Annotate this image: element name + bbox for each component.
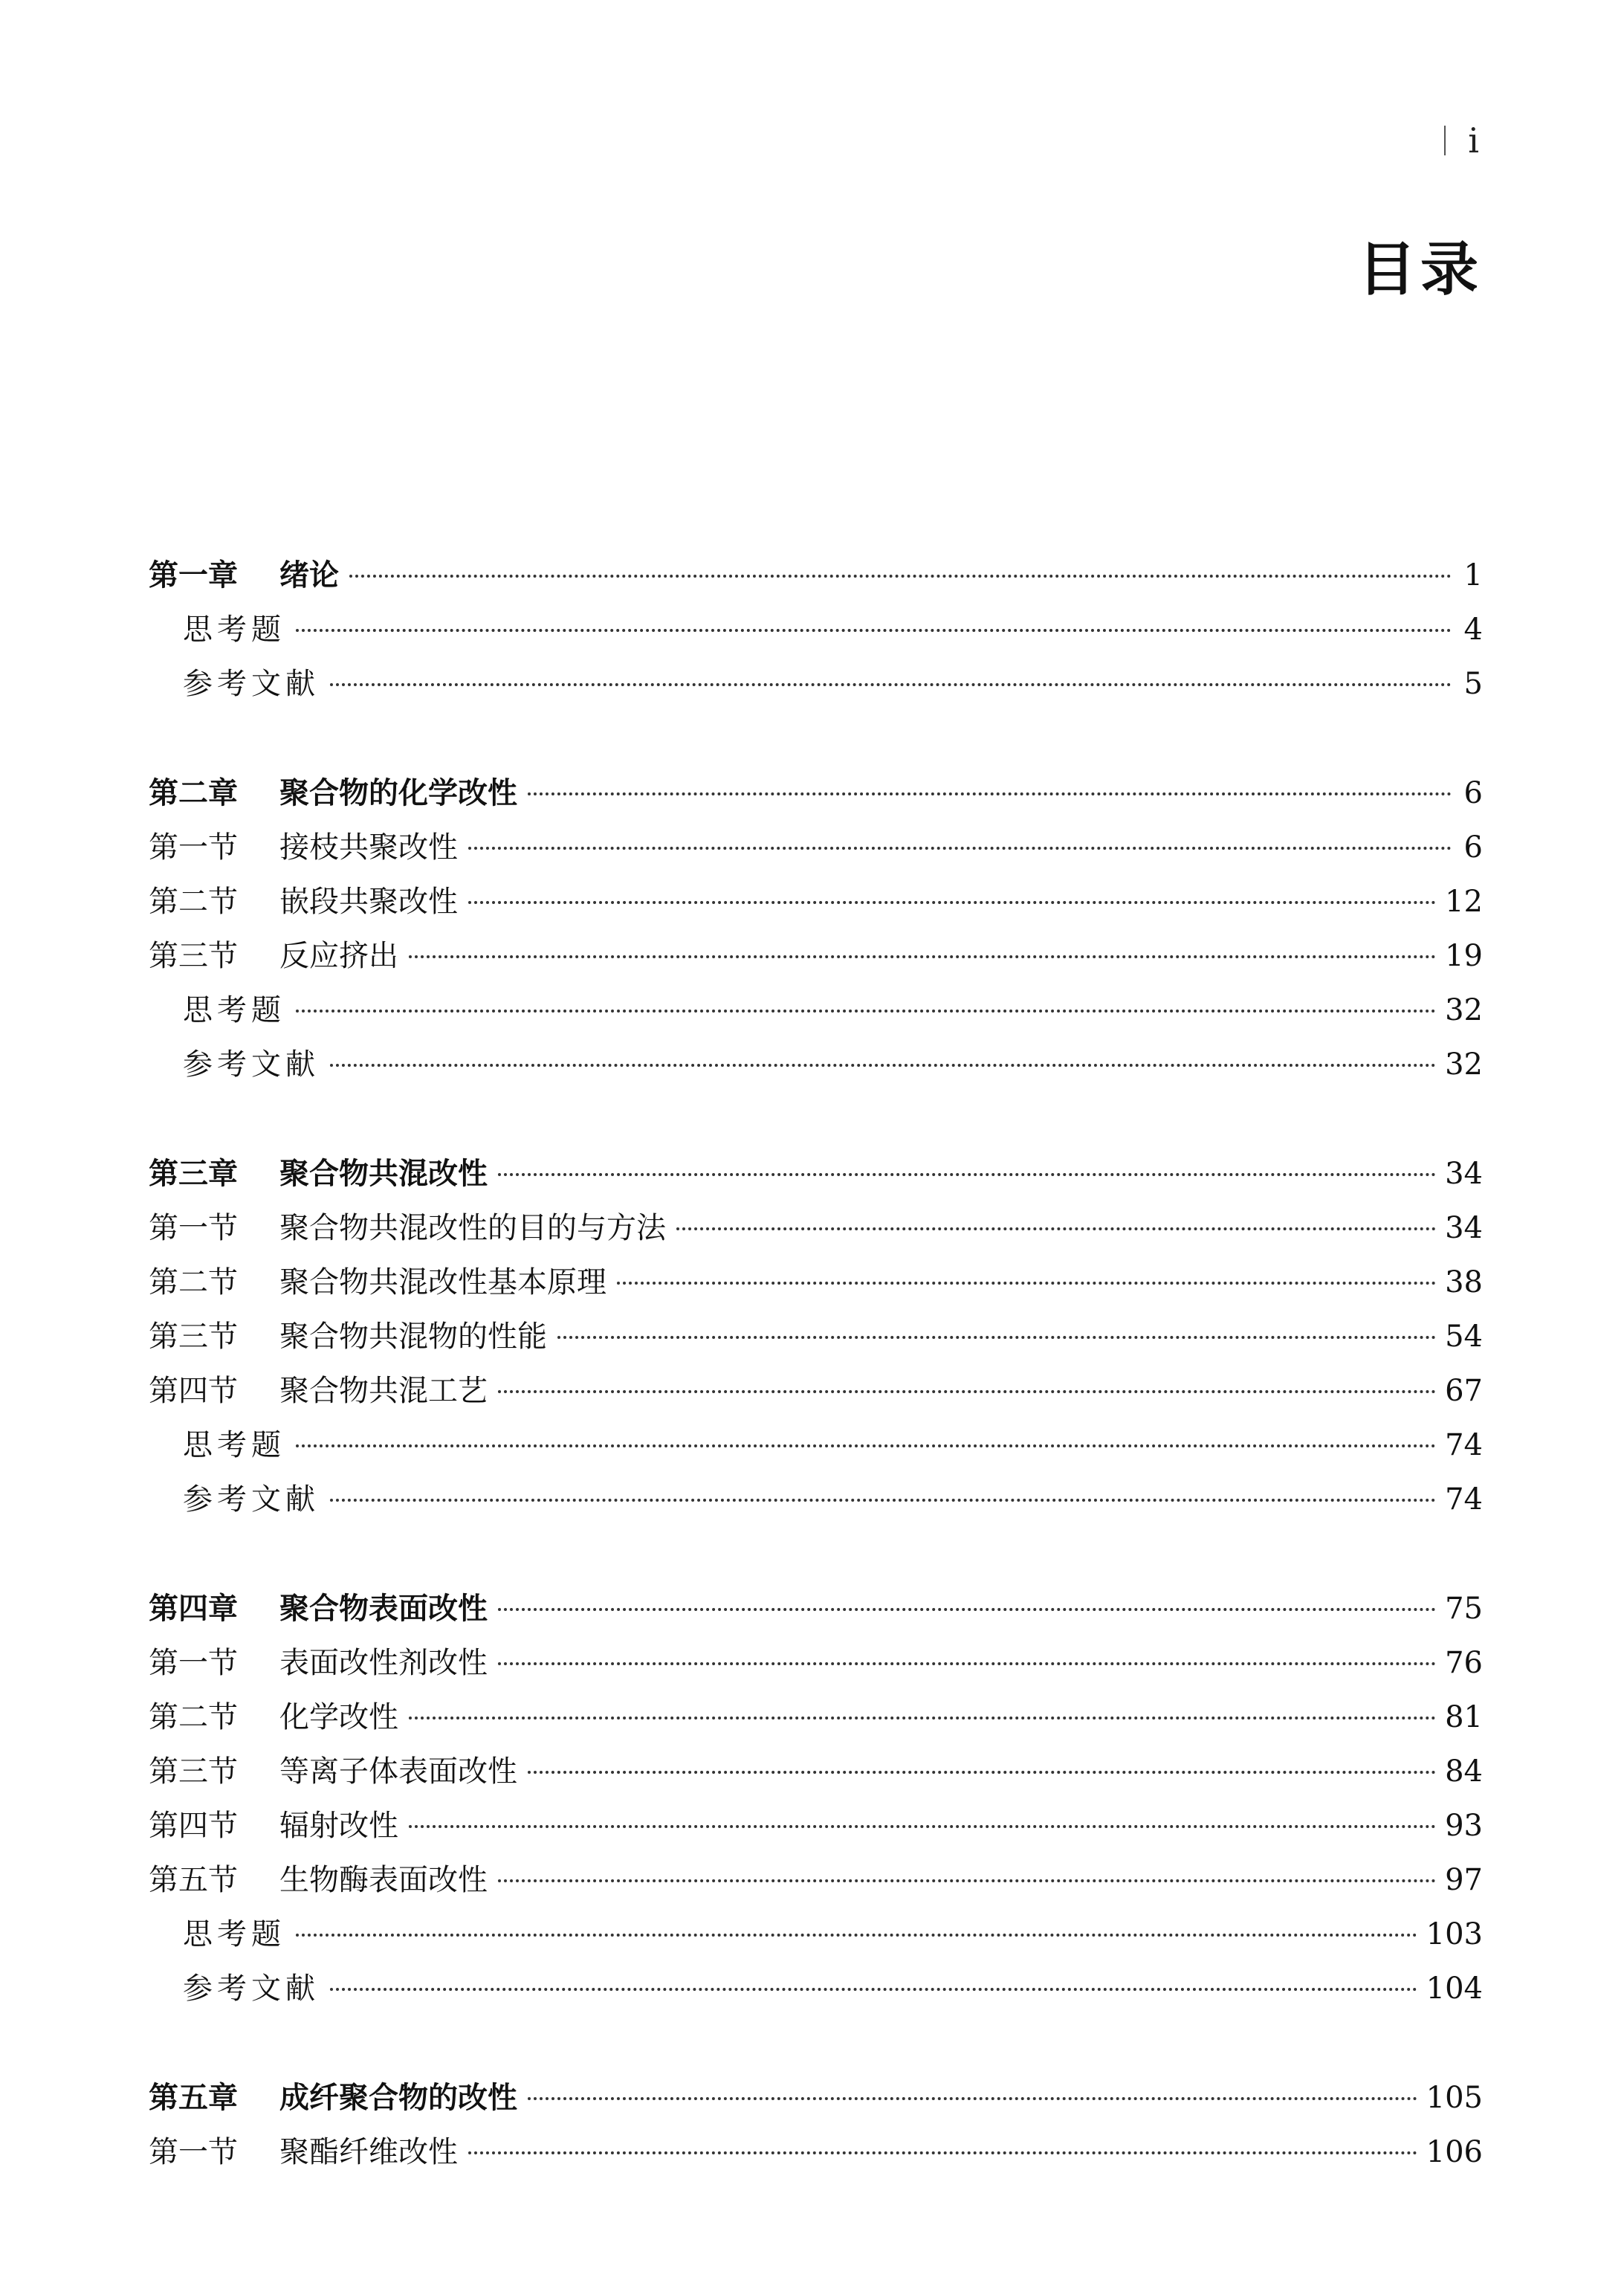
toc-entry-chapter[interactable] (149, 1582, 1483, 1636)
toc-entry-aux[interactable] (149, 657, 1483, 711)
toc-entry-page: 67 (1445, 1374, 1483, 1408)
dot-leader (296, 629, 1452, 632)
toc-entry-section[interactable] (149, 1310, 1483, 1364)
toc-entry-label (149, 1636, 488, 1691)
dot-leader (409, 1825, 1436, 1828)
toc-entry-label (149, 875, 458, 929)
toc-entry-label (149, 1038, 320, 1092)
toc-entry-section[interactable] (149, 875, 1483, 929)
dot-leader (296, 1010, 1436, 1013)
toc-entry-label (149, 929, 398, 984)
toc-entry-page: 1 (1463, 558, 1483, 592)
dot-leader (528, 2097, 1417, 2100)
toc-entry-aux[interactable] (149, 603, 1483, 657)
toc-entry-page: 105 (1426, 2081, 1483, 2115)
toc-entry-number: 第二节 (149, 1700, 238, 1734)
toc-entry-aux[interactable] (149, 1473, 1483, 1527)
toc-entry-page: 19 (1445, 939, 1483, 973)
toc-entry-page: 74 (1445, 1428, 1483, 1462)
toc-entry-title: 聚合物共混改性基本原理 (279, 1265, 606, 1299)
toc-entry-label (149, 1364, 488, 1418)
dot-leader (409, 955, 1436, 958)
toc-entry-page: 5 (1463, 667, 1483, 701)
toc-entry-number: 第三节 (149, 1754, 238, 1789)
toc-entry-title: 聚合物共混物的性能 (279, 1320, 547, 1354)
toc-entry-page: 103 (1426, 1917, 1483, 1951)
dot-leader (330, 1064, 1436, 1067)
dot-leader (617, 1282, 1436, 1285)
toc-entry-title: 接枝共聚改性 (279, 830, 458, 865)
toc-entry-title: 化学改性 (279, 1700, 398, 1734)
toc-entry-section[interactable] (149, 1691, 1483, 1745)
toc-entry-label (149, 1310, 547, 1364)
toc-chapter-group (149, 1582, 1483, 2016)
toc-entry-section[interactable] (149, 821, 1483, 875)
toc-chapter-group (149, 549, 1483, 711)
toc-entry-label (149, 1147, 488, 1201)
toc-entry-page: 84 (1445, 1754, 1483, 1789)
toc-entry-number: 第三章 (149, 1157, 238, 1191)
toc-entry-label (149, 1473, 320, 1527)
toc-entry-label (149, 1418, 285, 1473)
dot-leader (409, 1717, 1436, 1719)
toc-entry-section[interactable] (149, 1745, 1483, 1799)
dot-leader (349, 575, 1452, 578)
toc-entry-label (149, 1853, 488, 1908)
toc-entry-page: 74 (1445, 1482, 1483, 1517)
toc-entry-page: 38 (1445, 1265, 1483, 1299)
toc-entry-section[interactable] (149, 1364, 1483, 1418)
toc-entry-aux[interactable] (149, 1418, 1483, 1473)
toc-entry-label (149, 1256, 606, 1310)
dot-leader (498, 1879, 1436, 1882)
toc-entry-number: 第二节 (149, 885, 238, 919)
toc-entry-title: 思考题 (183, 1428, 285, 1462)
toc-entry-label (149, 821, 458, 875)
toc-entry-title: 表面改性剂改性 (279, 1646, 488, 1680)
toc-entry-title: 思考题 (183, 1917, 285, 1951)
toc-entry-title: 聚合物的化学改性 (279, 776, 517, 810)
toc-entry-aux[interactable] (149, 1038, 1483, 1092)
toc-entry-page: 75 (1445, 1592, 1483, 1626)
toc-entry-page: 34 (1445, 1157, 1483, 1191)
toc-entry-page: 54 (1445, 1320, 1483, 1354)
toc-entry-page: 32 (1445, 1047, 1483, 1082)
toc-entry-page: 6 (1463, 830, 1483, 865)
dot-leader (498, 1662, 1436, 1665)
toc-entry-title: 参考文献 (183, 1972, 320, 2006)
toc-entry-title: 聚合物共混改性的目的与方法 (279, 1211, 666, 1245)
toc-entry-number: 第五章 (149, 2081, 238, 2115)
toc-entry-title: 成纤聚合物的改性 (279, 2081, 517, 2115)
toc-entry-number: 第五节 (149, 1863, 238, 1897)
toc-entry-section[interactable] (149, 2125, 1483, 2180)
toc-entry-title: 参考文献 (183, 1047, 320, 1082)
toc-entry-number: 第一章 (149, 558, 238, 592)
toc-entry-number: 第三节 (149, 939, 238, 973)
toc-entry-aux[interactable] (149, 984, 1483, 1038)
toc-entry-label (149, 984, 285, 1038)
page-marker-divider (1444, 126, 1446, 155)
table-of-contents (149, 549, 1483, 2235)
toc-entry-label (149, 1745, 517, 1799)
toc-entry-number: 第二节 (149, 1265, 238, 1299)
toc-entry-label (149, 1799, 398, 1853)
dot-leader (498, 1390, 1436, 1393)
toc-entry-label (149, 1691, 398, 1745)
dot-leader (676, 1227, 1436, 1230)
toc-entry-title: 聚合物共混改性 (279, 1157, 488, 1191)
toc-entry-chapter[interactable] (149, 549, 1483, 603)
toc-entry-label (149, 2125, 458, 2180)
toc-entry-title: 参考文献 (183, 1482, 320, 1517)
toc-chapter-group (149, 1147, 1483, 1527)
toc-chapter-group (149, 766, 1483, 1092)
toc-entry-section[interactable] (149, 1799, 1483, 1853)
toc-entry-chapter[interactable] (149, 766, 1483, 821)
toc-entry-title: 辐射改性 (279, 1809, 398, 1843)
toc-entry-chapter[interactable] (149, 1147, 1483, 1201)
toc-entry-aux[interactable] (149, 1908, 1483, 1962)
toc-entry-page: 12 (1445, 885, 1483, 919)
toc-entry-page: 81 (1445, 1700, 1483, 1734)
toc-entry-label (149, 1908, 285, 1962)
toc-entry-page: 32 (1445, 993, 1483, 1027)
toc-entry-aux[interactable] (149, 1962, 1483, 2016)
toc-entry-label (149, 2071, 517, 2125)
toc-entry-label (149, 1201, 666, 1256)
toc-entry-section[interactable] (149, 1201, 1483, 1256)
toc-entry-chapter[interactable] (149, 2071, 1483, 2125)
page-marker (1444, 120, 1479, 161)
toc-entry-number: 第二章 (149, 776, 238, 810)
toc-entry-section[interactable] (149, 929, 1483, 984)
dot-leader (296, 1934, 1417, 1937)
toc-entry-section[interactable] (149, 1853, 1483, 1908)
toc-entry-title: 聚合物共混工艺 (279, 1374, 488, 1408)
toc-entry-number: 第四章 (149, 1592, 238, 1626)
toc-entry-title: 思考题 (183, 993, 285, 1027)
toc-entry-page: 34 (1445, 1211, 1483, 1245)
page-number-roman: i (1468, 120, 1479, 161)
toc-entry-page: 76 (1445, 1646, 1483, 1680)
toc-entry-page: 4 (1463, 613, 1483, 647)
toc-entry-page: 106 (1426, 2135, 1483, 2169)
toc-entry-page: 97 (1445, 1863, 1483, 1897)
toc-entry-number: 第一节 (149, 2135, 238, 2169)
toc-chapter-group (149, 2071, 1483, 2180)
toc-entry-number: 第一节 (149, 1646, 238, 1680)
toc-entry-number: 第一节 (149, 1211, 238, 1245)
dot-leader (330, 683, 1452, 686)
toc-entry-label (149, 1582, 488, 1636)
toc-entry-number: 第一节 (149, 830, 238, 865)
dot-leader (468, 2151, 1417, 2154)
toc-entry-page: 93 (1445, 1809, 1483, 1843)
toc-entry-title: 生物酶表面改性 (279, 1863, 488, 1897)
dot-leader (330, 1499, 1436, 1502)
toc-entry-title: 聚合物表面改性 (279, 1592, 488, 1626)
dot-leader (296, 1444, 1436, 1447)
dot-leader (498, 1173, 1436, 1176)
toc-entry-label (149, 657, 320, 711)
toc-entry-title: 参考文献 (183, 667, 320, 701)
toc-entry-number: 第三节 (149, 1320, 238, 1354)
toc-entry-title: 等离子体表面改性 (279, 1754, 517, 1789)
page-title: 目录 (1357, 236, 1483, 303)
toc-entry-page: 104 (1426, 1972, 1483, 2006)
toc-entry-label (149, 1962, 320, 2016)
toc-entry-title: 嵌段共聚改性 (279, 885, 458, 919)
toc-entry-label (149, 549, 339, 603)
toc-entry-label (149, 766, 517, 821)
dot-leader (468, 847, 1452, 850)
toc-entry-title: 绪论 (279, 558, 339, 592)
dot-leader (528, 792, 1452, 795)
dot-leader (498, 1608, 1436, 1611)
toc-entry-title: 思考题 (183, 613, 285, 647)
toc-entry-section[interactable] (149, 1636, 1483, 1691)
toc-entry-title: 反应挤出 (279, 939, 398, 973)
dot-leader (528, 1771, 1436, 1774)
toc-entry-section[interactable] (149, 1256, 1483, 1310)
toc-entry-label (149, 603, 285, 657)
dot-leader (468, 901, 1436, 904)
dot-leader (330, 1988, 1417, 1991)
toc-entry-number: 第四节 (149, 1809, 238, 1843)
toc-entry-title: 聚酯纤维改性 (279, 2135, 458, 2169)
toc-entry-number: 第四节 (149, 1374, 238, 1408)
dot-leader (557, 1336, 1436, 1339)
toc-entry-page: 6 (1463, 776, 1483, 810)
